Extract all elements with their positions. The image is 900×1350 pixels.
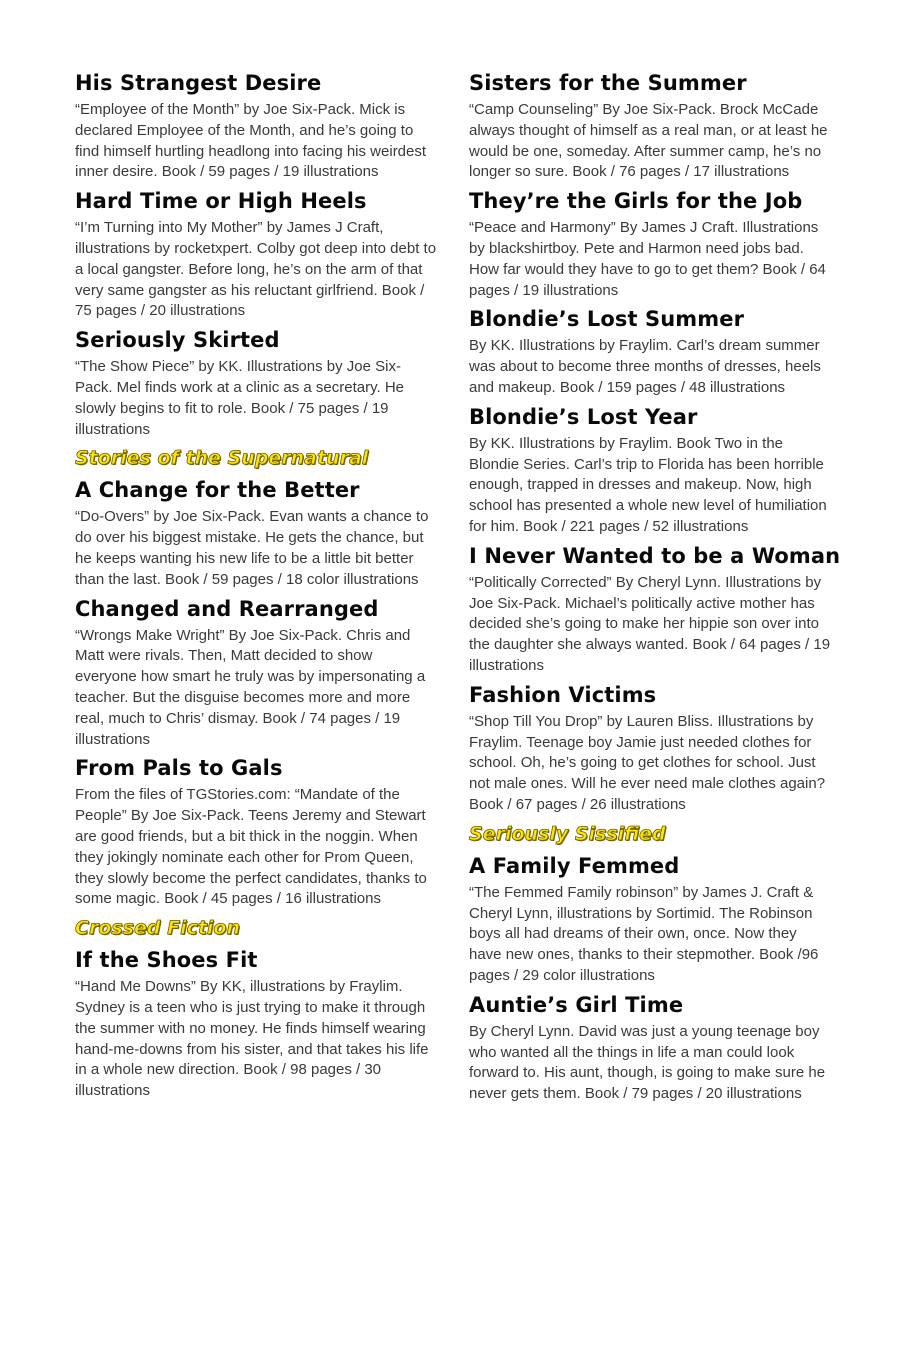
- book-entry: [469, 188, 831, 301]
- section-heading: Seriously Sissified: [469, 822, 666, 845]
- book-title: If the Shoes Fit: [75, 948, 258, 973]
- book-description: “Wrongs Make Wright” By Joe Six-Pack. Chris and Matt were rivals. Then, Matt decided to show everyone how smart he truly was by impersonating a teacher. But the disguise becomes more and more real, much to Chris’ dismay. Book / 74 pages / 19 illustrations: [75, 626, 426, 748]
- book-entry: [75, 755, 437, 910]
- book-entry: [75, 596, 437, 751]
- book-entry: [75, 70, 437, 183]
- book-title: Fashion Victims: [469, 682, 657, 707]
- book-entry: [75, 188, 437, 322]
- section-heading: Crossed Fiction: [75, 917, 241, 940]
- book-entry: [469, 404, 831, 538]
- book-entry: [75, 477, 437, 590]
- book-title: Seriously Skirted: [75, 328, 280, 353]
- book-description: “Camp Counseling” By Joe Six-Pack. Brock McCade always thought of himself as a real man, or at least he would be one, someday. After summer camp, he’s no longer so sure. Book / 76 pages / 17 illustrations: [469, 101, 828, 181]
- book-title: From Pals to Gals: [75, 756, 283, 781]
- book-title: Changed and Rearranged: [75, 596, 379, 621]
- book-description: From the files of TGStories.com: “Mandate of the People” By Joe Six-Pack. Teens Jeremy and Stewart are good friends, but a bit thick in the noggin. When they jokingly nominate each other for Prom Queen, they slowly become the perfect candidates, thanks to some magic. Book / 45 pages / 16 illustrations: [75, 786, 427, 908]
- book-title: Blondie’s Lost Year: [469, 404, 698, 429]
- book-entry: [469, 682, 831, 816]
- book-title: Hard Time or High Heels: [75, 189, 367, 214]
- book-entry: [75, 947, 437, 1102]
- book-title: A Family Femmed: [469, 853, 680, 878]
- left-column: [75, 70, 437, 1107]
- book-entry: [469, 992, 831, 1105]
- book-title: Blondie’s Lost Summer: [469, 307, 745, 332]
- book-entry: [469, 853, 831, 987]
- book-entry: [469, 306, 831, 398]
- book-description: “I’m Turning into My Mother” by James J Craft, illustrations by rocketxpert. Colby got deep into debt to a local gangster. Before long, he’s on the arm of that very same gangster as his reluctant girlfriend. Book / 75 pages / 20 illustrations: [75, 219, 437, 320]
- book-title: His Strangest Desire: [75, 71, 322, 95]
- right-column: [469, 70, 841, 1110]
- book-title: They’re the Girls for the Job: [469, 189, 803, 214]
- section-heading: Stories of the Supernatural: [75, 447, 369, 470]
- book-description: “Peace and Harmony” By James J Craft. Illustrations by blackshirtboy. Pete and Harmon need jobs bad. How far would they have to go to get them? Book / 64 pages / 19 illustrations: [469, 219, 826, 299]
- book-title: A Change for the Better: [75, 478, 360, 503]
- book-description: By KK. Illustrations by Fraylim. Book Two in the Blondie Series. Carl’s trip to Florida has been horrible enough, trapped in dresses and makeup. Now, high school has presented a whole new level of humiliation for him. Book / 221 pages / 52 illustrations: [469, 434, 827, 535]
- book-title: I Never Wanted to be a Woman: [469, 543, 841, 568]
- book-description: By KK. Illustrations by Fraylim. Carl’s dream summer was about to become three months of dresses, heels and makeup. Book / 159 pages / 48 illustrations: [469, 337, 821, 396]
- book-entry: [469, 543, 841, 677]
- book-description: “Shop Till You Drop” by Lauren Bliss. Illustrations by Fraylim. Teenage boy Jamie just needed clothes for school. Oh, he’s going to get clothes for school. Just not male ones. Will he ever need male clothes again? Book / 67 pages / 26 illustrations: [469, 712, 826, 813]
- book-description: “Politically Corrected” By Cheryl Lynn. Illustrations by Joe Six-Pack. Michael’s politically active mother has decided she’s going to make her hippie son over into the daughter she always wanted. Book / 64 pages / 19 illustrations: [469, 573, 831, 674]
- book-title: Sisters for the Summer: [469, 71, 747, 95]
- book-description: “Do-Overs” by Joe Six-Pack. Evan wants a chance to do over his biggest mistake. He gets the chance, but he keeps wanting his new life to be a little bit better than the last. Book / 59 pages / 18 color illustrations: [75, 508, 429, 588]
- book-entry: [75, 327, 437, 440]
- book-description: “The Femmed Family robinson” by James J. Craft & Cheryl Lynn, illustrations by Sortimid. The Robinson boys all had dreams of their own, once. Now they have new ones, thanks to their stepmother. Book /96 pages / 29 color illustrations: [469, 883, 819, 984]
- book-entry: [469, 70, 831, 183]
- book-title: Auntie’s Girl Time: [469, 992, 684, 1017]
- book-description: “Employee of the Month” by Joe Six-Pack. Mick is declared Employee of the Month, and he’s going to find himself hurtling headlong into facing his weirdest inner desire. Book / 59 pages / 19 illustrations: [75, 101, 427, 181]
- book-description: “The Show Piece” by KK. Illustrations by Joe Six-Pack. Mel finds work at a clinic as a secretary. He slowly begins to fit to role. Book / 75 pages / 19 illustrations: [75, 358, 405, 438]
- book-description: “Hand Me Downs” By KK, illustrations by Fraylim. Sydney is a teen who is just trying to make it through the summer with no money. He finds himself wearing hand-me-downs from his sister, and that takes his life in a whole new direction. Book / 98 pages / 30 illustrations: [75, 978, 429, 1100]
- book-description: By Cheryl Lynn. David was just a young teenage boy who wanted all the things in life a man could look forward to. His aunt, though, is going to make sure he never gets them. Book / 79 pages / 20 illustrations: [469, 1022, 826, 1103]
